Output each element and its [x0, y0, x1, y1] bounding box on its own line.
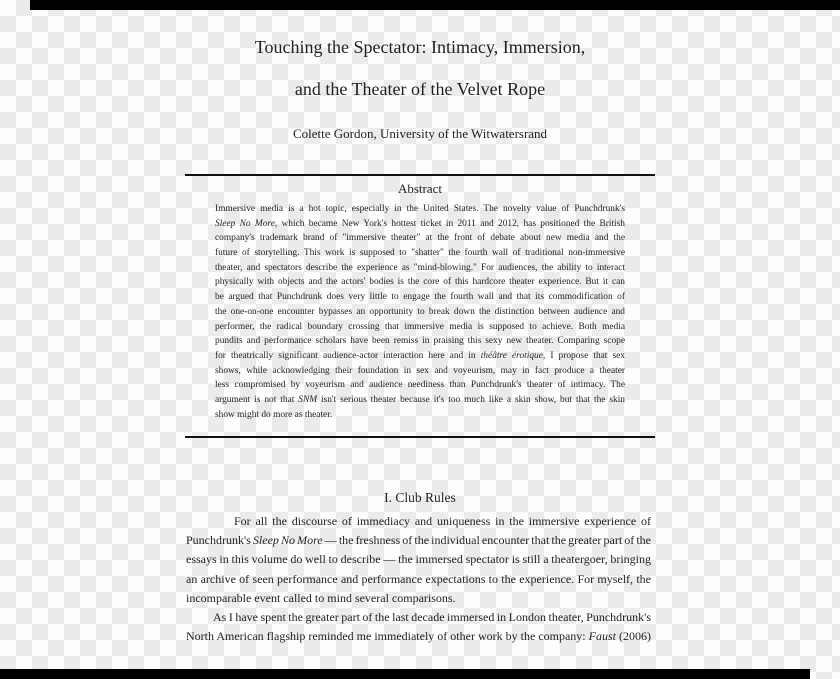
- text-line: argument is not that SNM isn't serious theater because it's too much like a skin show, but that the skin: [215, 394, 625, 405]
- text-line: company's trademark brand of "immersive theater" at the front of debate about new media and the: [215, 233, 625, 244]
- text-line: For all the discourse of immediacy and uniqueness in the immersive experience of: [234, 514, 651, 528]
- text-line: shows, while acknowledging their foundation in sex and voyeurism, may in fact produce a theater: [215, 365, 625, 376]
- paper-title-line1: Touching the Spectator: Intimacy, Immersion,: [254, 37, 586, 57]
- text-line: incomparable event called to mind several comparisons.: [186, 590, 456, 605]
- text-line: performer, the radical boundary crossing that immersive media is supposed to achieve. Both media: [215, 321, 625, 332]
- text-line: theater, and spectators describe the experience as "mind-blowing." For audiences, the ability to interact: [215, 262, 625, 273]
- text-line: future of storytelling. This work is supposed to "shatter" the fourth wall of traditional non-immersive: [215, 248, 625, 259]
- abstract-heading: Abstract: [397, 181, 443, 196]
- text-line: As I have spent the greater part of the last decade immersed in London theater, Punchdrunk's: [213, 609, 651, 624]
- text-line: an archive of seen performance and performance expectations to the experience. For myself, the: [186, 571, 651, 586]
- text-line: pundits and performance scholars have been remiss in praising this sexy new theater. Comparing scope: [215, 336, 625, 347]
- text-line: less compromised by voyeurism and audience neediness than Punchdrunk's theater of intimacy. The: [215, 380, 625, 391]
- paper-title-line2: and the Theater of the Velvet Rope: [294, 79, 546, 99]
- text-line: the one-on-one encounter bypasses an opportunity to break down the distinction between audience and: [215, 306, 625, 317]
- text-line: show might do more as theater.: [215, 409, 333, 420]
- text-line: North American flagship reminded me immediately of other work by the company: Faust (2006): [186, 629, 651, 644]
- section-heading: I. Club Rules: [384, 490, 456, 505]
- abstract-text: [215, 202, 625, 422]
- abstract-top-rule: [185, 174, 655, 176]
- text-line: be argued that Punchdrunk does very little to engage the fourth wall and that its commodification of: [215, 292, 625, 303]
- text-line: essays in this volume do well to describe — the immersed spectator is still a theatergoer, bringing: [186, 552, 651, 567]
- text-line: Punchdrunk's Sleep No More — the freshness of the individual encounter that the greater part of the: [186, 533, 651, 548]
- bottom-crop-bar: [0, 669, 810, 679]
- text-line: for theatrically significant audience-actor interaction here and in théâtre érotique, I propose that sex: [215, 350, 625, 361]
- text-line: Sleep No More, which became New York's hottest ticket in 2011 and 2012, has positioned the British: [215, 218, 625, 229]
- top-crop-bar: [30, 0, 840, 10]
- abstract-bottom-rule: [185, 436, 655, 438]
- body-text: [186, 512, 651, 646]
- author-affiliation: Colette Gordon, University of the Witwatersrand: [292, 126, 548, 141]
- text-line: Immersive media is a hot topic, especially in the United States. The novelty value of Punchdrunk's: [215, 204, 625, 214]
- text-line: physically with objects and the actors' bodies is the core of this hardcore theater experience. But it can: [215, 277, 625, 288]
